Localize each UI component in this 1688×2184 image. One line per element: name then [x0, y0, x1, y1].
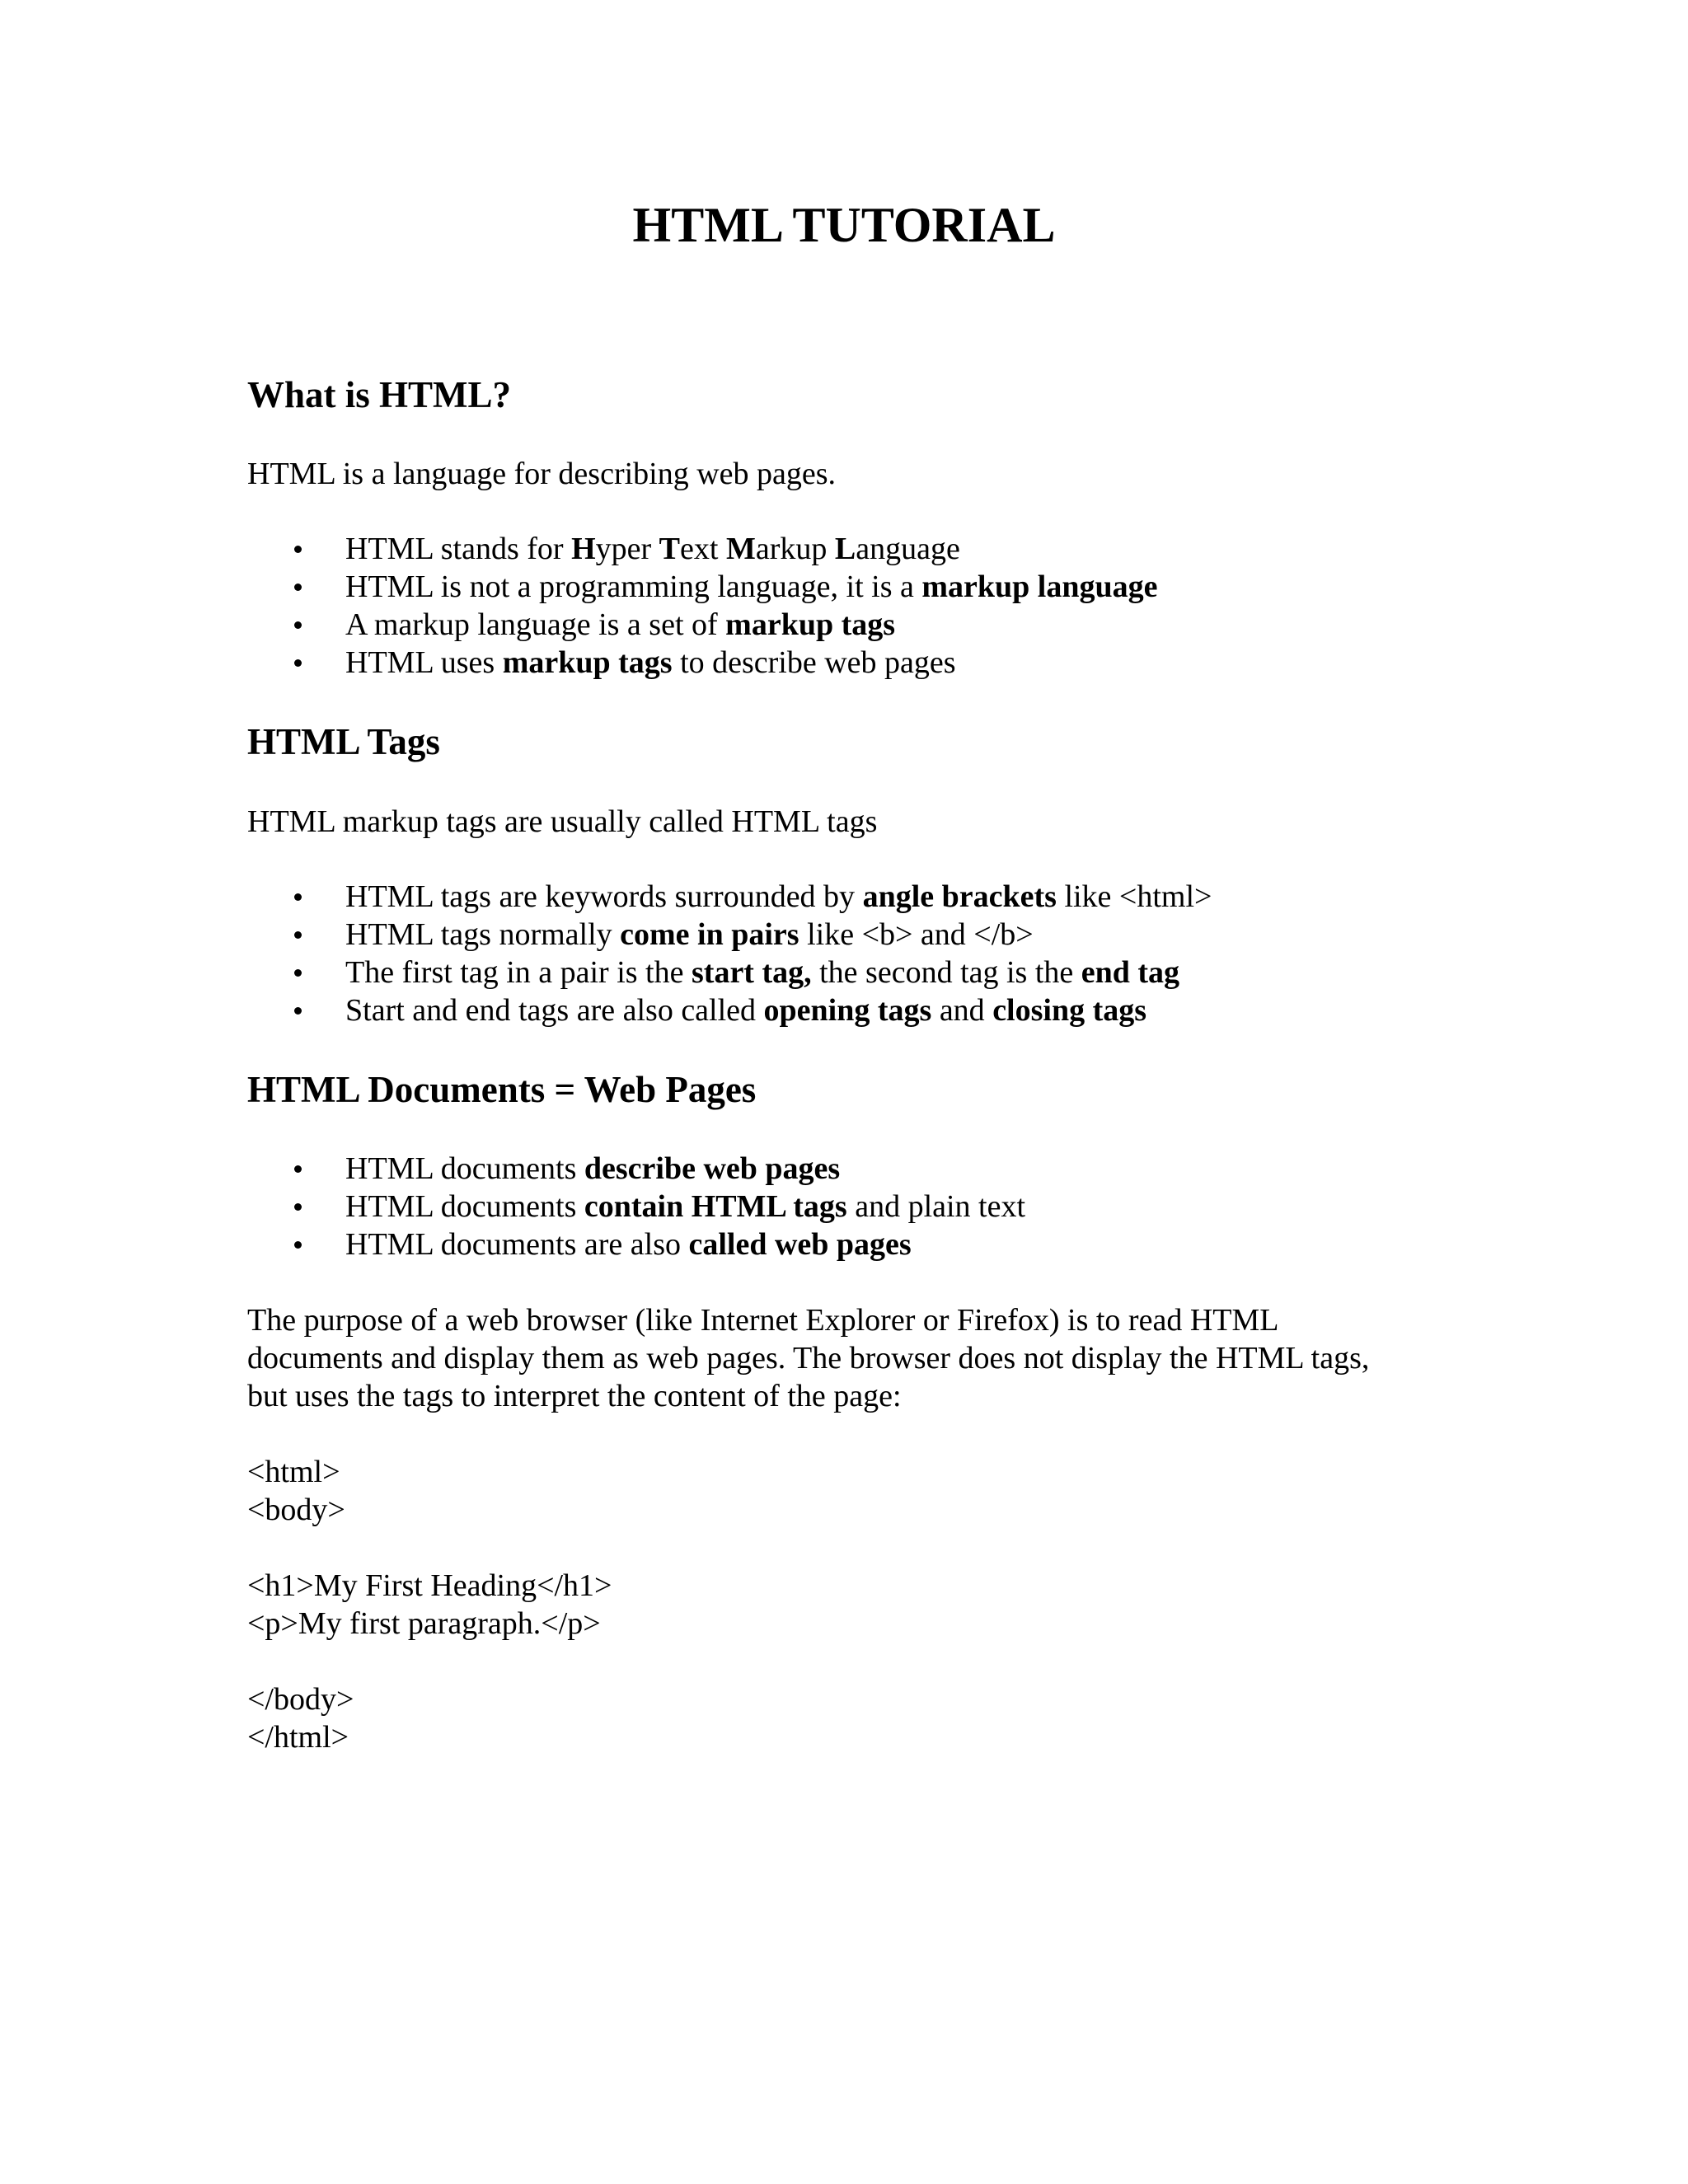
bold-text: H	[571, 532, 596, 566]
bullet-icon	[294, 659, 302, 667]
text-run: and	[931, 993, 993, 1028]
bold-text: M	[725, 532, 756, 566]
document-title: HTML TUTORIAL	[632, 198, 1056, 252]
code-line: <html>	[247, 1455, 340, 1489]
bold-text: L	[834, 532, 856, 566]
bold-text: called web pages	[688, 1227, 912, 1262]
bullet-item	[247, 644, 1157, 682]
bold-text: describe web pages	[584, 1151, 841, 1186]
bold-text: angle brackets	[862, 879, 1057, 914]
paragraph-line: documents and display them as web pages. The browser does not display the HTML tags,	[247, 1341, 1370, 1376]
bold-text: come in pairs	[620, 917, 799, 952]
text-run: HTML tags are keywords surrounded by	[345, 879, 863, 914]
bold-text: T	[659, 532, 681, 566]
text-run: HTML documents	[345, 1189, 584, 1224]
bullet-item	[247, 1150, 1025, 1188]
text-run: The first tag in a pair is the	[345, 955, 692, 990]
bullet-icon	[294, 1165, 302, 1173]
code-line: <h1>My First Heading</h1>	[247, 1568, 612, 1603]
paragraph-line: The purpose of a web browser (like Internet Explorer or Firefox) is to read HTML	[247, 1303, 1279, 1338]
text-run: HTML tags normally	[345, 917, 621, 952]
code-line: </body>	[247, 1682, 354, 1717]
bullet-icon	[294, 969, 302, 977]
bold-text: closing tags	[992, 993, 1147, 1028]
bullet-item	[247, 954, 1212, 991]
section-heading-html-tags: HTML Tags	[247, 721, 440, 762]
section-intro-what-is-html: HTML is a language for describing web pages.	[247, 457, 837, 491]
bullet-icon	[294, 621, 302, 629]
bullet-item	[247, 1188, 1025, 1226]
section-heading-what-is-html: What is HTML?	[247, 374, 512, 415]
bullet-icon	[294, 1007, 302, 1015]
text-run: HTML documents are also	[345, 1227, 689, 1262]
text-run: HTML documents	[345, 1151, 584, 1186]
text-run: ext	[680, 532, 726, 566]
text-run: anguage	[856, 532, 960, 566]
text-run: HTML is not a programming language, it is a	[345, 569, 922, 604]
bullet-item	[247, 916, 1212, 954]
text-run: the second tag is the	[811, 955, 1081, 990]
bold-text: markup tags	[725, 607, 896, 642]
bullet-icon	[294, 1241, 302, 1249]
text-run: arkup	[755, 532, 835, 566]
paragraph-line: but uses the tags to interpret the content of the page:	[247, 1379, 902, 1413]
section-intro-html-tags: HTML markup tags are usually called HTML tags	[247, 804, 878, 839]
bullet-icon	[294, 931, 302, 939]
bullet-item	[247, 530, 1157, 568]
code-line: </html>	[247, 1720, 349, 1755]
bold-text: start tag,	[692, 955, 812, 990]
text-run: HTML uses	[345, 645, 503, 680]
bullet-list-html-tags	[247, 878, 1212, 1029]
text-run: HTML stands for	[345, 532, 572, 566]
bullet-item	[247, 991, 1212, 1029]
text-run: and plain text	[846, 1189, 1026, 1224]
section-heading-html-documents: HTML Documents = Web Pages	[247, 1069, 757, 1110]
bold-text: opening tags	[763, 993, 932, 1028]
text-run: Start and end tags are also called	[345, 993, 764, 1028]
bullet-item	[247, 568, 1157, 606]
bullet-item	[247, 1226, 1025, 1263]
bullet-item	[247, 606, 1157, 644]
text-run: yper	[595, 532, 659, 566]
bullet-list-html-documents	[247, 1150, 1025, 1263]
bullet-icon	[294, 1203, 302, 1211]
code-line: <body>	[247, 1493, 345, 1527]
text-run: like <b> and </b>	[799, 917, 1034, 952]
bullet-list-what-is-html	[247, 530, 1157, 682]
bullet-icon	[294, 546, 302, 553]
bold-text: contain HTML tags	[584, 1189, 847, 1224]
bold-text: markup language	[921, 569, 1158, 604]
bold-text: end tag	[1081, 955, 1180, 990]
bullet-icon	[294, 893, 302, 901]
text-run: A markup language is a set of	[345, 607, 726, 642]
bullet-item	[247, 878, 1212, 916]
bold-text: markup tags	[502, 645, 673, 680]
bullet-icon	[294, 583, 302, 591]
code-line: <p>My first paragraph.</p>	[247, 1606, 601, 1641]
text-run: to describe web pages	[672, 645, 956, 680]
text-run: like <html>	[1056, 879, 1212, 914]
